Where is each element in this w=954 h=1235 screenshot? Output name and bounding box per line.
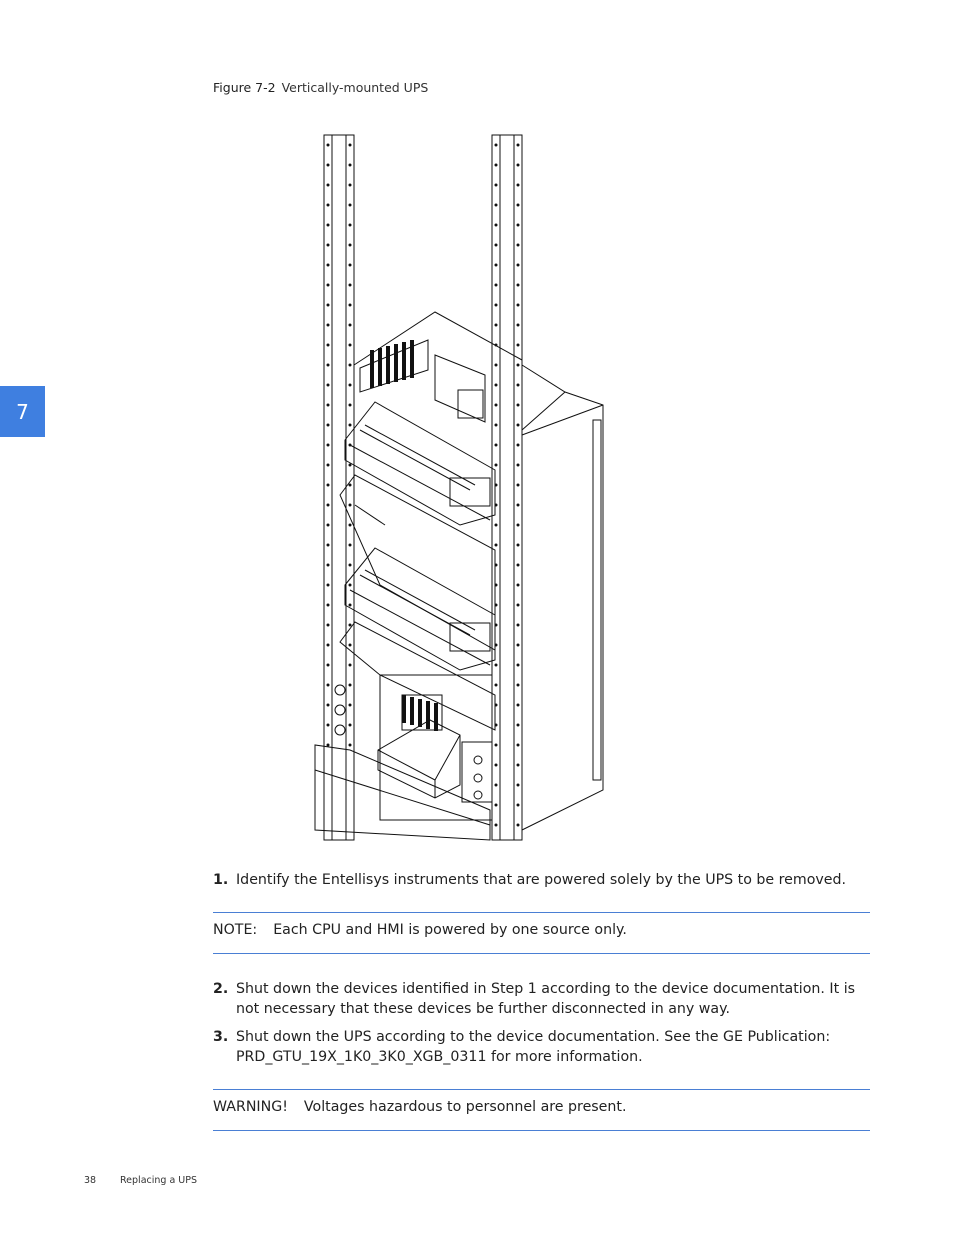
step-text: Shut down the devices identified in Step 1 according to the device documentation. It is not necessary that these devices be further disconnected in any way. [236, 981, 856, 1017]
note-label: NOTE: [213, 922, 258, 938]
figure-number: Figure 7-2 [213, 80, 276, 95]
chapter-tab: 7 [0, 386, 45, 437]
divider [213, 953, 870, 954]
page-number: 38 [84, 1175, 97, 1186]
step-number: 2. [213, 981, 229, 997]
figure-caption-text: Vertically-mounted UPS [281, 80, 429, 95]
warning-callout [213, 1099, 863, 1115]
step-number: 3. [213, 1029, 229, 1045]
note-text: Each CPU and HMI is powered by one source only. [273, 922, 627, 938]
step-number: 1. [213, 872, 229, 888]
warning-label: WARNING! [213, 1099, 288, 1115]
list-item [213, 979, 863, 1019]
step-text: Shut down the UPS according to the device documentation. See the GE Publication: PRD_GTU_19X_1K0_3K0_XGB_0311 for more information. [236, 1029, 831, 1065]
divider [213, 912, 870, 913]
warning-text: Voltages hazardous to personnel are present. [303, 1099, 627, 1115]
note-callout [213, 922, 863, 938]
list-item [213, 870, 863, 890]
divider [213, 1089, 870, 1090]
figure-caption [213, 80, 428, 95]
step-text: Identify the Entellisys instruments that are powered solely by the UPS to be removed. [236, 872, 847, 888]
divider [213, 1130, 870, 1131]
footer-section: Replacing a UPS [120, 1175, 197, 1186]
ups-rack-illustration [310, 130, 610, 845]
list-item [213, 1027, 863, 1067]
